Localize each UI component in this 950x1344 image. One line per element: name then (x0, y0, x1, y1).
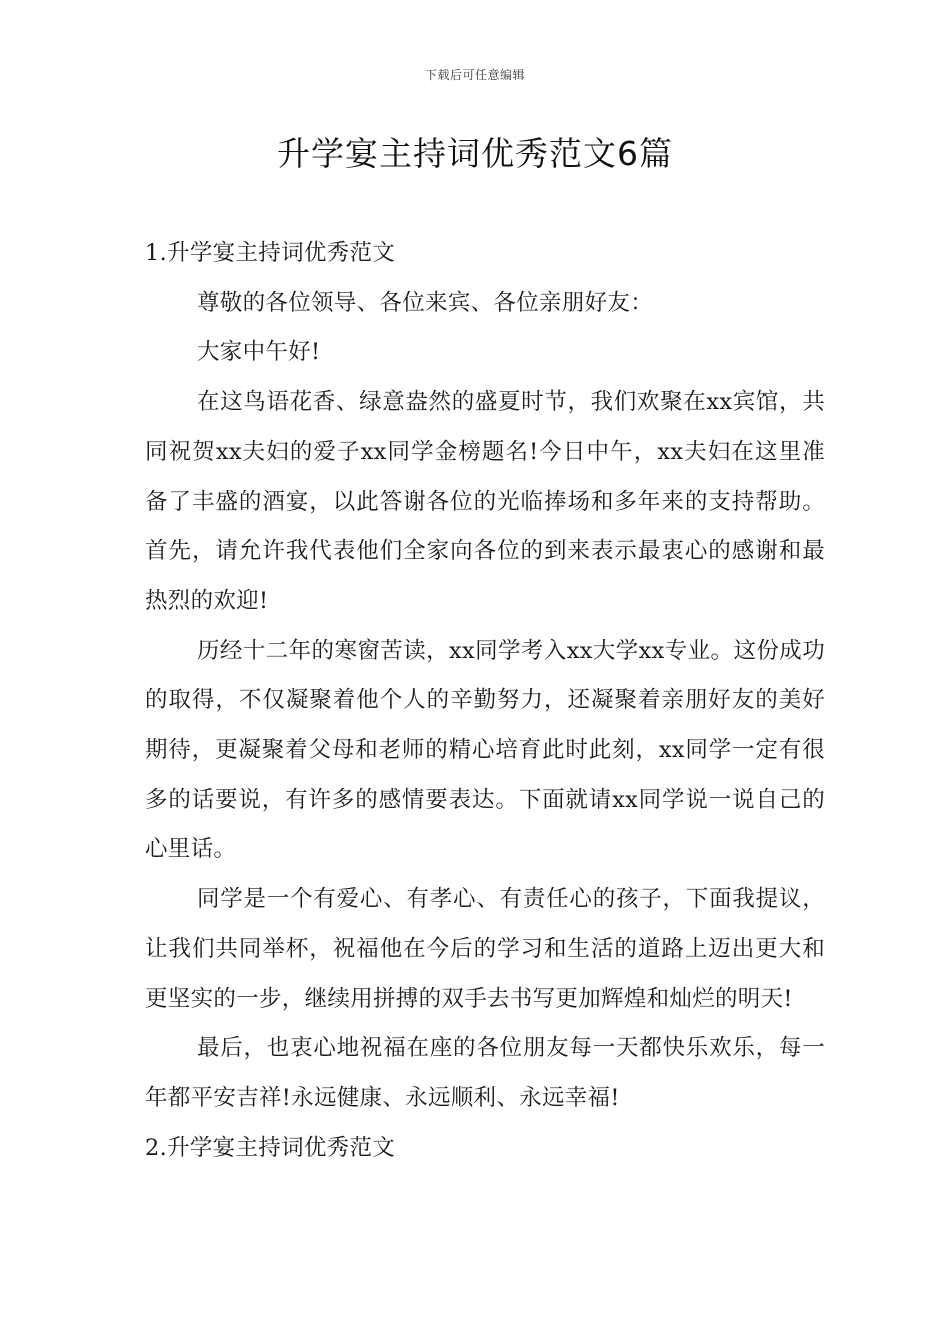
document-body (145, 229, 825, 1173)
section-1-heading: 1.升学宴主持词优秀范文 (145, 240, 396, 266)
paragraph-closing: 最后，也衷心地祝福在座的各位朋友每一天都快乐欢乐，每一年都平安吉祥!永远健康、永远顺利、永远幸福! (145, 1035, 825, 1111)
document-title: 升学宴主持词优秀范文6篇 (277, 134, 673, 173)
paragraph-greeting: 尊敬的各位领导、各位来宾、各位亲朋好友： (197, 289, 654, 316)
section-2-heading: 2.升学宴主持词优秀范文 (145, 1134, 396, 1161)
paragraph-good-afternoon: 大家中午好! (197, 339, 321, 366)
paragraph-achievement: 历经十二年的寒窗苦读，xx同学考入xx大学xx专业。这份成功的取得，不仅凝聚着他个人的辛勤努力，还凝聚着亲朋好友的美好期待，更凝聚着父母和老师的精心培育此时此刻，xx同学一定有很多的话要说，有许多的感情要表达。下面就请xx同学说一说自己的心里话。 (145, 637, 825, 863)
paragraph-toast: 同学是一个有爱心、有孝心、有责任心的孩子，下面我提议，让我们共同举杯，祝福他在今后的学习和生活的道路上迈出更大和更坚实的一步，继续用拼搏的双手去书写更加辉煌和灿烂的明天! (145, 886, 825, 1012)
header-note: 下载后可任意编辑 (424, 68, 525, 82)
paragraph-welcome: 在这鸟语花香、绿意盎然的盛夏时节，我们欢聚在xx宾馆，共同祝贺xx夫妇的爱子xx同学金榜题名!今日中午，xx夫妇在这里准备了丰盛的酒宴，以此答谢各位的光临捧场和多年来的支持帮助。首先，请允许我代表他们全家向各位的到来表示最衷心的感谢和最热烈的欢迎! (145, 389, 825, 614)
